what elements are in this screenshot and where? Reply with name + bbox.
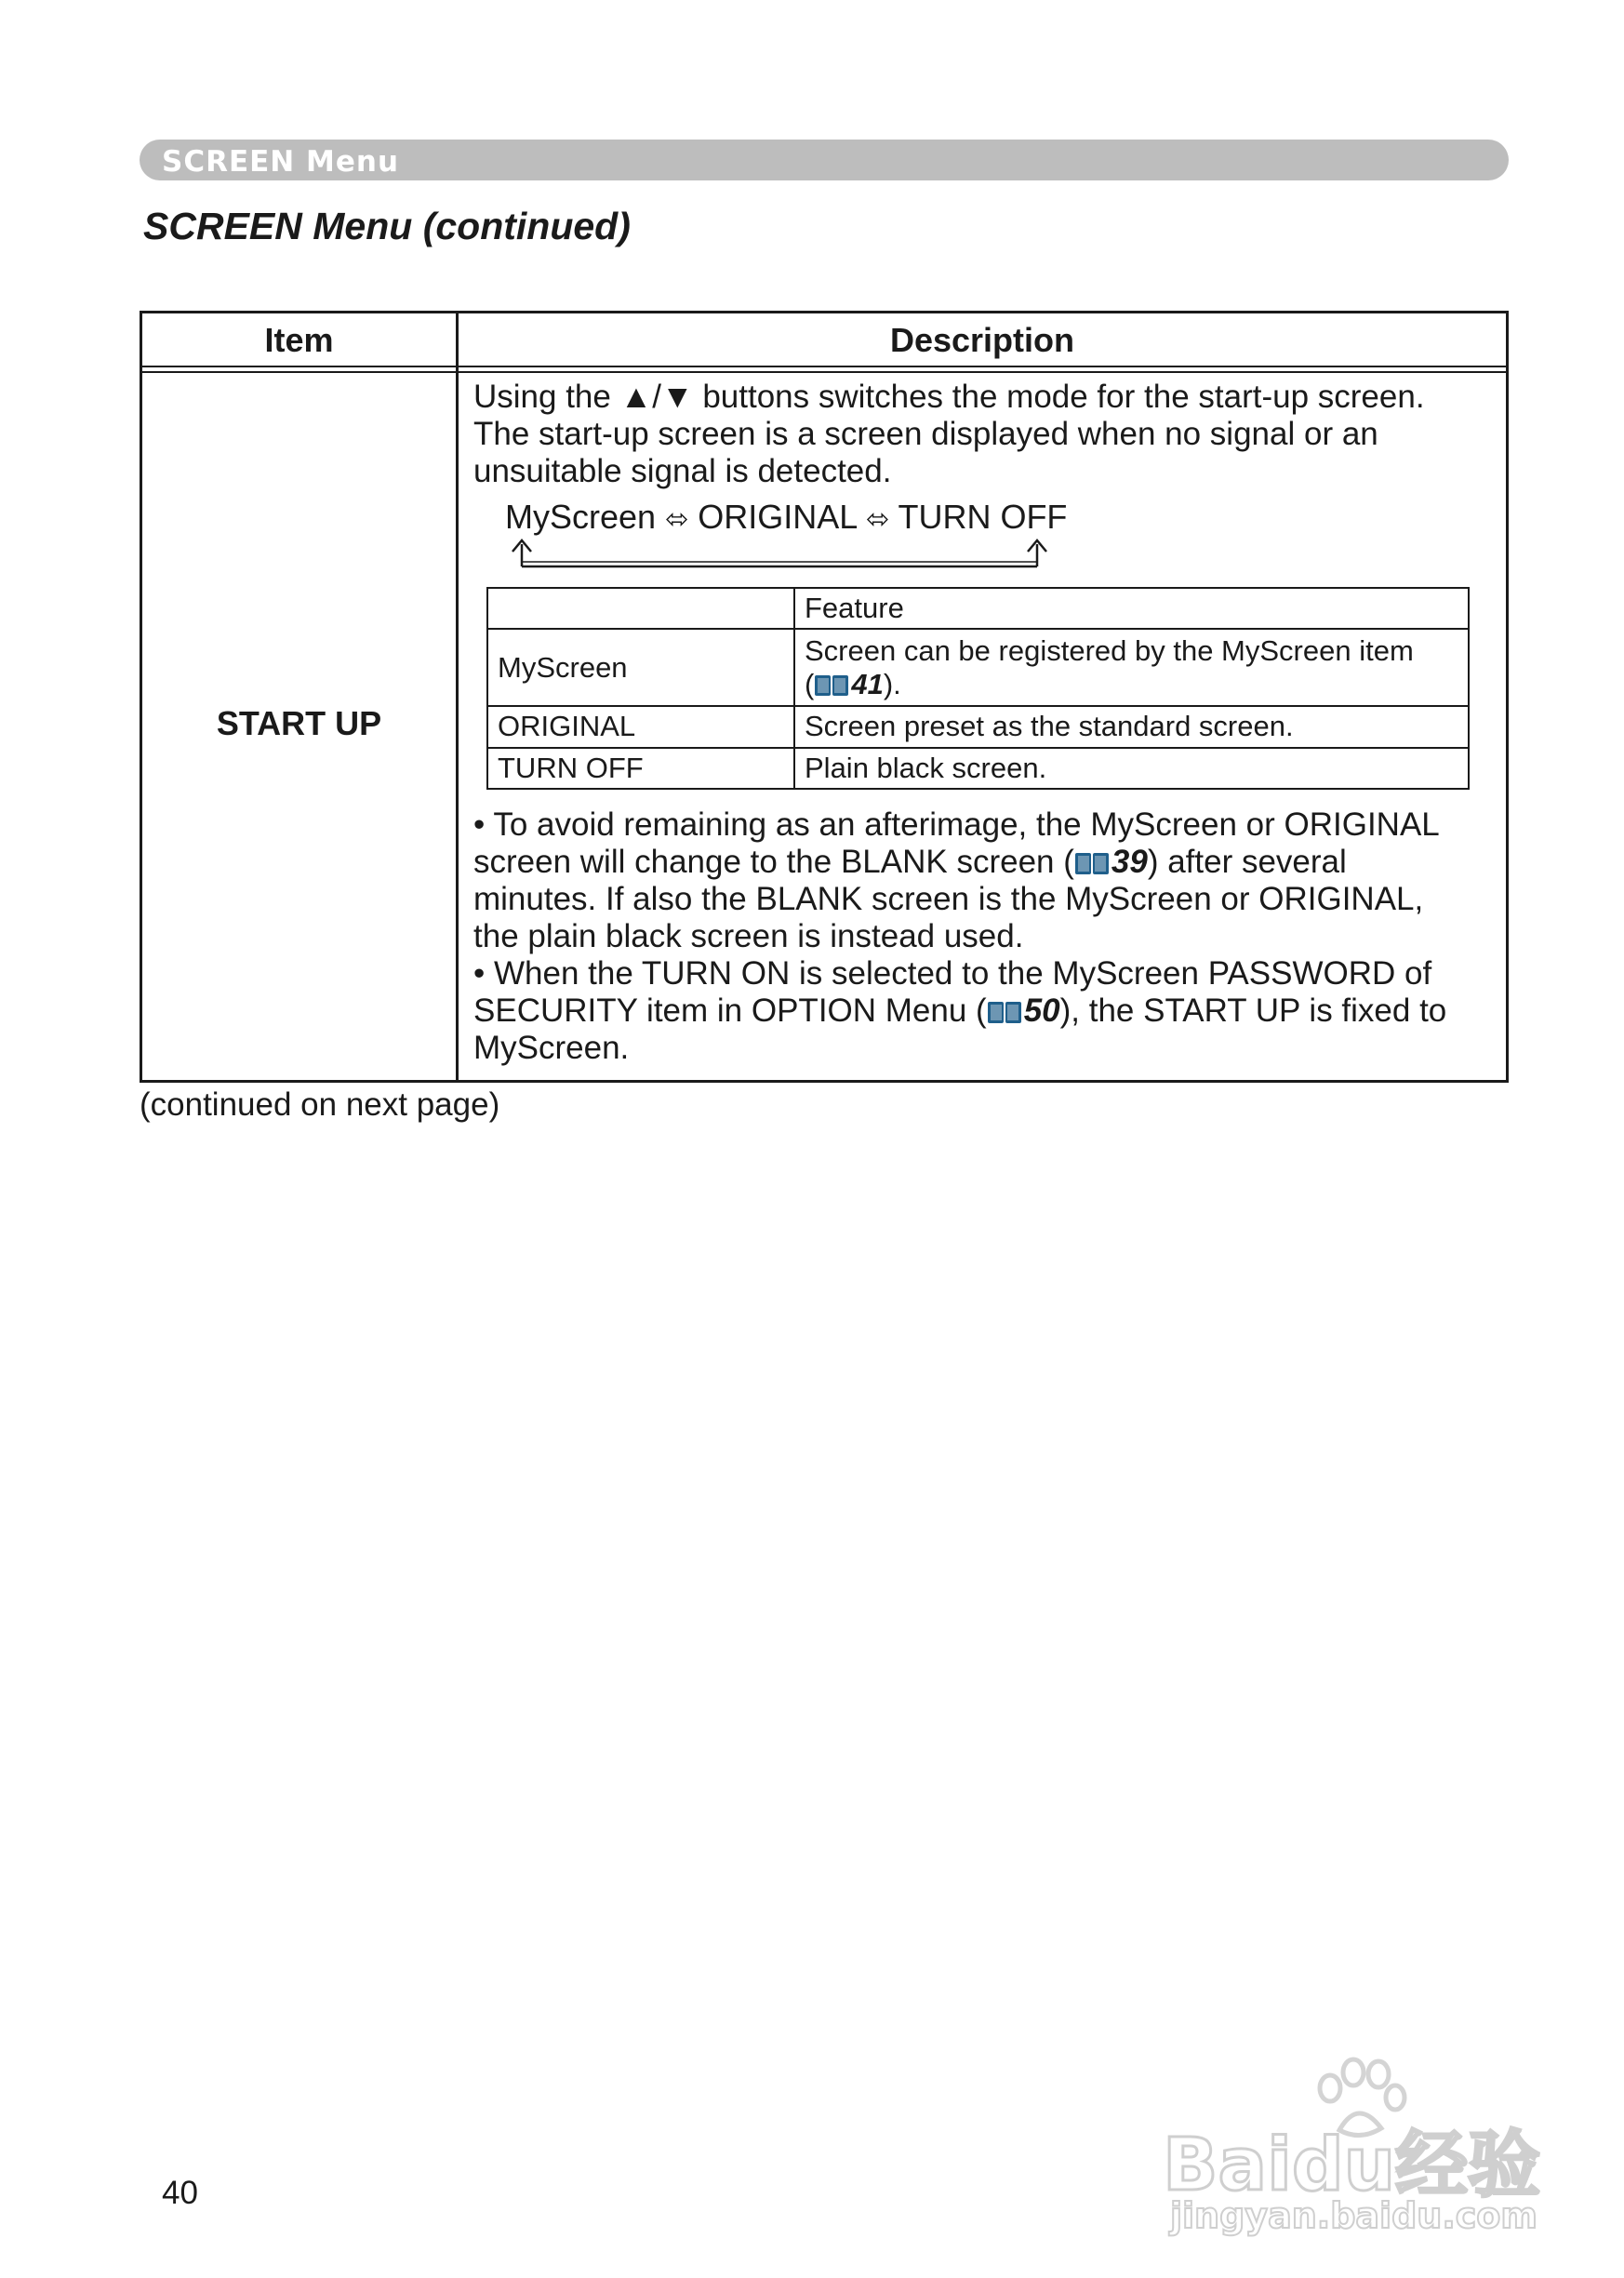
intro-line: The start-up screen is a screen displayed when no signal or an [473,416,1378,452]
page-reference: 41 [851,667,884,700]
table-row [487,748,1469,789]
header-rule-bottom [142,371,1506,373]
header-rule-top [142,366,1506,367]
mode-name: TURN OFF [487,748,794,789]
section-header-label: SCREEN Menu [162,145,400,179]
note-line: • When the TURN ON is selected to the MyScreen PASSWORD of [473,955,1432,992]
table-row [487,706,1469,747]
description-table [140,311,1509,1083]
note-line: • To avoid remaining as an afterimage, the MyScreen or ORIGINAL [473,806,1440,843]
note-text: screen will change to the BLANK screen ( [473,844,1074,880]
mode-cycle [505,498,1067,537]
section-header-bar [140,140,1509,180]
book-reference-icon [1074,850,1110,876]
page-number: 40 [162,2175,198,2211]
loop-back-arrow-icon [505,535,1063,572]
table-row [487,588,1469,629]
mode-feature: Screen preset as the standard screen. [794,706,1469,747]
column-header-item: Item [264,321,334,359]
note-line [473,844,1478,882]
note-text: ) after several [1147,844,1347,880]
page-reference: 50 [1023,992,1060,1029]
mode-feature: Plain black screen. [794,748,1469,789]
page-title: SCREEN Menu (continued) [143,205,631,247]
book-reference-icon [814,673,849,698]
page-reference: 39 [1111,844,1148,880]
note-line: minutes. If also the BLANK screen is the MyScreen or ORIGINAL, [473,881,1424,917]
table-cell [487,588,794,629]
table-row [487,629,1469,706]
baidu-watermark [1163,2056,1553,2242]
feature-table [486,587,1470,790]
continued-note: (continued on next page) [140,1086,500,1123]
watermark-brand: Baidu经验 [1163,2124,1541,2207]
column-divider [456,313,459,1080]
book-reference-icon [987,999,1022,1025]
feature-header: Feature [794,588,1469,629]
feature-text: ). [883,667,901,700]
feature-text: Screen can be registered by the MyScreen item [805,633,1414,667]
note-line [473,992,1478,1031]
mode-feature: Screen can be registered by the MyScreen item ( 41). [794,629,1469,706]
cycle-option: TURN OFF [898,498,1068,536]
watermark-url: jingyan.baidu.com [1170,2195,1537,2236]
note-text: ), the START UP is fixed to [1059,992,1447,1029]
item-start-up: START UP [216,704,382,742]
note-line: MyScreen. [473,1030,630,1066]
double-arrow-icon: ⬄ [865,503,890,536]
column-header-description: Description [889,321,1075,359]
mode-name: MyScreen [487,629,794,706]
note-text: SECURITY item in OPTION Menu ( [473,992,987,1029]
cycle-option: ORIGINAL [698,498,857,536]
cycle-option: MyScreen [505,498,657,536]
intro-line: unsuitable signal is detected. [473,453,892,489]
double-arrow-icon: ⬄ [665,503,689,536]
intro-line: Using the ▲/▼ buttons switches the mode for the start-up screen. [473,379,1425,415]
mode-name: ORIGINAL [487,706,794,747]
note-line: the plain black screen is instead used. [473,918,1024,954]
